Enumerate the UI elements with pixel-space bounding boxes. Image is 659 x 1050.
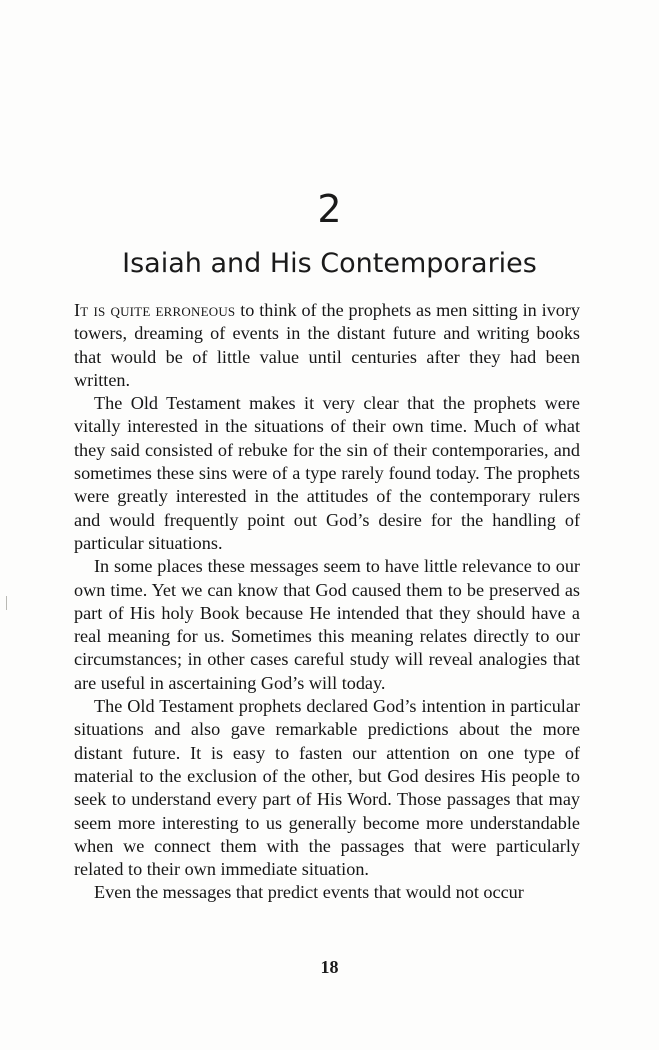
paragraph-1-text: to think of the prophets as men sitting in ivory towers, dreaming of events in the distant future and writing books that would be of little value until centuries after they had been written. — [74, 300, 580, 390]
margin-mark — [6, 596, 7, 610]
page-number: 18 — [320, 957, 339, 977]
body-text — [74, 299, 580, 905]
chapter-number: 2 — [317, 187, 342, 231]
lead-in-small-caps: It is quite erroneous — [74, 300, 236, 320]
chapter-title: Isaiah and His Contemporaries — [122, 248, 537, 279]
paragraph-5: Even the messages that predict events that would not occur — [94, 882, 524, 903]
paragraph-3: In some places these messages seem to have little relevance to our own time. Yet we can know that God caused them to be preserved as part of His holy Book because He intended that they should have a real meaning for us. Sometimes this meaning relates directly to our circumstances; in other cases careful study will reveal analogies that are useful in ascertaining God’s will today. — [74, 556, 580, 693]
paragraph-4: The Old Testament prophets declared God’s intention in particular situations and also gave remarkable predictions about the more distant future. It is easy to fasten our attention on one type of material to the exclusion of the other, but God desires His people to seek to understand every part of His Word. Those passages that may seem more interesting to us generally become more understandable when we connect them with the passages that were particularly related to their own immediate situation. — [74, 696, 580, 880]
paragraph-2: The Old Testament makes it very clear that the prophets were vitally interested in the situations of their own time. Much of what they said consisted of rebuke for the sin of their contemporaries, and sometimes these sins were of a type rarely found today. The prophets were greatly interested in the attitudes of the contemporary rulers and would frequently point out God’s desire for the handling of particular situations. — [74, 393, 580, 553]
paragraph-1 — [74, 299, 580, 392]
